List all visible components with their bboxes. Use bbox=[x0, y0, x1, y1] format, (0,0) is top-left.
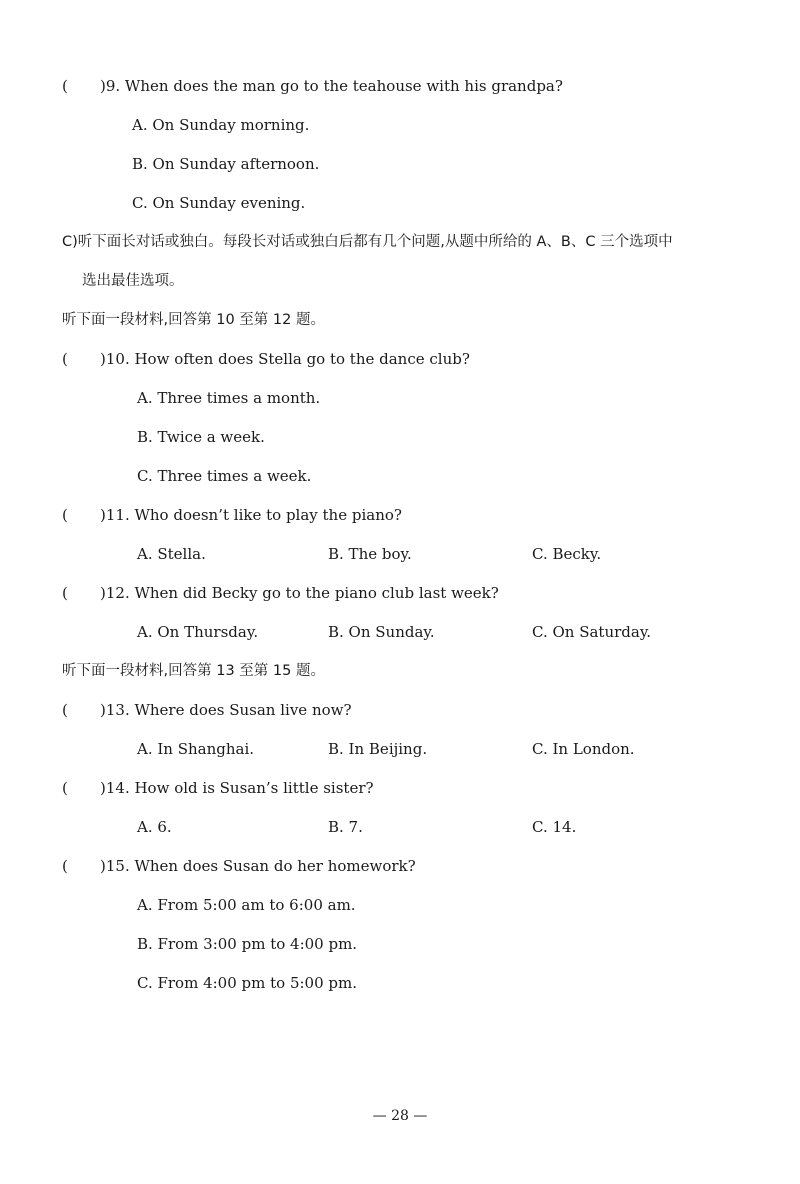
question-14: )14. How old is Susan’s little sister? bbox=[100, 779, 374, 797]
q11-option-b: B. The boy. bbox=[328, 545, 412, 563]
q15-option-a: A. From 5:00 am to 6:00 am. bbox=[137, 896, 356, 914]
question-13: )13. Where does Susan live now? bbox=[100, 701, 352, 719]
q12-option-c: C. On Saturday. bbox=[532, 623, 652, 641]
section-c-instruction-line1: C)听下面长对话或独白。每段长对话或独白后都有几个问题,从题中所给的 A、B、C 三个选项中 bbox=[62, 234, 673, 250]
q13-option-a: A. In Shanghai. bbox=[137, 740, 255, 758]
q15-option-c: C. From 4:00 pm to 5:00 pm. bbox=[137, 974, 357, 992]
answer-paren-q15: ( bbox=[62, 857, 68, 875]
q11-option-c: C. Becky. bbox=[532, 545, 602, 563]
question-10: )10. How often does Stella go to the dance club? bbox=[100, 350, 470, 368]
q14-option-b: B. 7. bbox=[328, 818, 363, 836]
answer-paren-q9: ( bbox=[62, 77, 68, 95]
q15-option-b: B. From 3:00 pm to 4:00 pm. bbox=[137, 935, 358, 953]
question-11: )11. Who doesn’t like to play the piano? bbox=[100, 506, 402, 524]
q10-option-a: A. Three times a month. bbox=[137, 389, 321, 407]
question-12: )12. When did Becky go to the piano club last week? bbox=[100, 584, 499, 602]
q9-option-c: C. On Sunday evening. bbox=[132, 194, 306, 212]
q9-option-b: B. On Sunday afternoon. bbox=[132, 155, 320, 173]
q11-option-a: A. Stella. bbox=[137, 545, 206, 563]
answer-paren-q14: ( bbox=[62, 779, 68, 797]
q13-option-c: C. In London. bbox=[532, 740, 635, 758]
q10-option-c: C. Three times a week. bbox=[137, 467, 312, 485]
q13-option-b: B. In Beijing. bbox=[328, 740, 428, 758]
q12-option-a: A. On Thursday. bbox=[137, 623, 259, 641]
q14-option-a: A. 6. bbox=[137, 818, 172, 836]
group2-intro: 听下面一段材料,回答第 13 至第 15 题。 bbox=[62, 663, 325, 679]
question-15: )15. When does Susan do her homework? bbox=[100, 857, 416, 875]
page-number: — 28 — bbox=[372, 1108, 428, 1124]
question-9: )9. When does the man go to the teahouse with his grandpa? bbox=[100, 77, 563, 95]
answer-paren-q11: ( bbox=[62, 506, 68, 524]
q14-option-c: C. 14. bbox=[532, 818, 577, 836]
q12-option-b: B. On Sunday. bbox=[328, 623, 435, 641]
q10-option-b: B. Twice a week. bbox=[137, 428, 265, 446]
answer-paren-q12: ( bbox=[62, 584, 68, 602]
answer-paren-q10: ( bbox=[62, 350, 68, 368]
group1-intro: 听下面一段材料,回答第 10 至第 12 题。 bbox=[62, 312, 325, 328]
answer-paren-q13: ( bbox=[62, 701, 68, 719]
section-c-instruction-line2: 选出最佳选项。 bbox=[82, 273, 184, 289]
q9-option-a: A. On Sunday morning. bbox=[132, 116, 310, 134]
